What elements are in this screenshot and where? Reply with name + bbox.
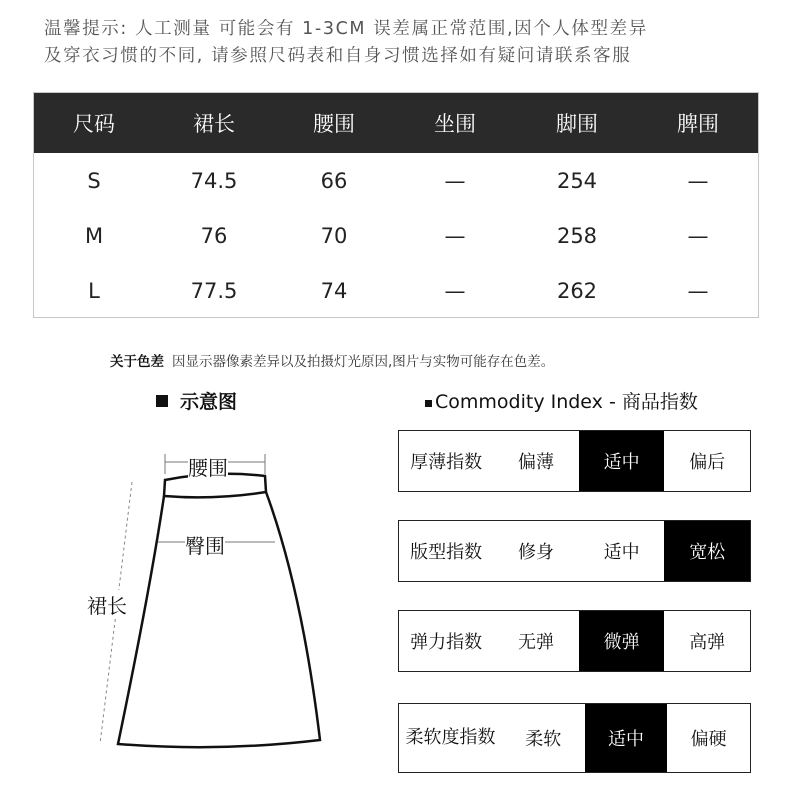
- waist-label: 腰围: [188, 452, 228, 481]
- diagram-title: [156, 387, 237, 414]
- length-label: 裙长: [87, 590, 127, 619]
- index-row-softness: [398, 703, 751, 773]
- index-option-selected: 适中: [585, 704, 668, 772]
- color-disclaimer-label: 关于色差: [110, 354, 164, 370]
- header-waist: 腰围: [313, 112, 355, 136]
- header-length: 裙长: [193, 112, 235, 136]
- size-table: [33, 92, 759, 318]
- header-seat: 坐围: [434, 112, 476, 136]
- index-option: 偏后: [689, 452, 726, 473]
- table-cell: 262: [556, 278, 598, 303]
- index-option-selected: 宽松: [664, 521, 750, 581]
- notice-line-2: 及穿衣习惯的不同, 请参照尺码表和自身习惯选择如有疑问请联系客服: [44, 46, 632, 66]
- index-option: 偏薄: [517, 452, 554, 473]
- table-cell: 77.5: [190, 278, 238, 303]
- index-option-selected: 微弹: [579, 611, 665, 671]
- table-cell: 70: [320, 223, 348, 248]
- table-cell: 254: [556, 168, 598, 193]
- table-cell: 76: [200, 223, 228, 248]
- table-cell: S: [87, 168, 101, 193]
- table-cell: 74: [320, 278, 348, 303]
- commodity-index-title: [425, 387, 698, 414]
- table-cell: 66: [320, 168, 348, 193]
- table-cell: —: [444, 223, 466, 248]
- index-option: 修身: [517, 542, 554, 563]
- color-disclaimer-text: 因显示器像素差异以及拍摄灯光原因,图片与实物可能存在色差。: [172, 354, 555, 370]
- table-cell: —: [687, 278, 709, 303]
- table-cell: —: [444, 168, 466, 193]
- notice-line-1: 温馨提示: 人工测量 可能会有 1-3CM 误差属正常范围,因个人体型差异: [44, 19, 648, 39]
- table-row: [34, 208, 758, 263]
- color-disclaimer: [110, 350, 554, 370]
- commodity-index-title-text: Commodity Index - 商品指数: [435, 391, 698, 413]
- index-name: 弹力指数: [410, 632, 483, 653]
- table-cell: —: [444, 278, 466, 303]
- table-cell: 258: [556, 223, 598, 248]
- index-row-fit: [398, 520, 751, 582]
- diagram-title-text: 示意图: [180, 391, 238, 413]
- table-cell: M: [84, 223, 104, 248]
- table-cell: —: [687, 223, 709, 248]
- notice-text: [44, 16, 764, 70]
- index-option: 适中: [603, 542, 640, 563]
- index-option: 柔软: [525, 729, 562, 750]
- index-option: 无弹: [517, 632, 554, 653]
- index-name: 版型指数: [410, 542, 483, 563]
- index-option: 高弹: [689, 632, 726, 653]
- header-size: 尺码: [73, 112, 115, 136]
- table-cell: L: [88, 278, 100, 303]
- header-hem: 脚围: [556, 112, 598, 136]
- table-row: [34, 153, 758, 208]
- table-row: [34, 263, 758, 318]
- header-spleen: 脾围: [677, 112, 719, 136]
- size-table-header: [34, 93, 758, 153]
- index-name: 厚薄指数: [410, 452, 483, 473]
- index-option-selected: 适中: [579, 431, 665, 491]
- square-bullet-icon: [425, 400, 432, 407]
- table-cell: 74.5: [190, 168, 238, 193]
- index-option: 偏硬: [690, 729, 727, 750]
- index-name: 柔软度指数: [405, 727, 496, 748]
- square-bullet-icon: [156, 395, 168, 407]
- table-cell: —: [687, 168, 709, 193]
- index-row-thickness: [398, 430, 751, 492]
- index-row-elasticity: [398, 610, 751, 672]
- hip-label: 臀围: [185, 530, 225, 559]
